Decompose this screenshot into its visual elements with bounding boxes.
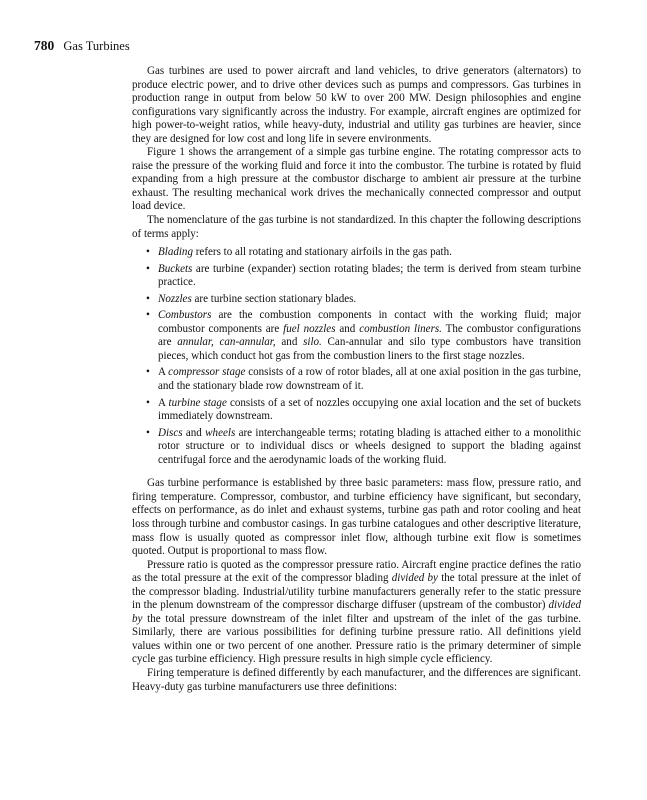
text-run: The combustor configurations are xyxy=(158,322,581,349)
emphasized-term: divided by xyxy=(391,572,438,585)
bullet-icon: • xyxy=(146,246,150,259)
emphasized-term: Nozzles xyxy=(158,292,192,305)
paragraph xyxy=(132,559,581,667)
performance-section xyxy=(132,477,581,694)
bullet-icon: • xyxy=(146,366,150,379)
list-item xyxy=(146,263,581,290)
paragraph: The nomenclature of the gas turbine is not standardized. In this chapter the following descriptions of terms apply: xyxy=(132,214,581,240)
list-item xyxy=(146,366,581,393)
text-run: and xyxy=(275,336,304,349)
bullet-icon: • xyxy=(146,309,150,322)
text-run: are interchangeable terms; rotating blading is attached either to a monolithic rotor structure or to individual discs or wheels designed to support the blading against centrifugal force and the aerodynamic loads of the working fluid. xyxy=(158,426,581,466)
text-run: A xyxy=(158,366,169,379)
bullet-icon: • xyxy=(146,426,150,439)
emphasized-term: compressor stage xyxy=(168,366,246,379)
text-run: refers to all rotating and stationary airfoils in the gas path. xyxy=(192,246,452,259)
emphasized-term: Blading xyxy=(158,246,193,259)
list-item xyxy=(146,397,581,424)
body-text xyxy=(132,65,581,694)
text-run: and xyxy=(335,322,360,335)
text-run: Can-annular and silo type combustors have transition pieces, which conduct hot gas from the combustion liners to the first stage nozzles. xyxy=(158,336,581,362)
emphasized-term: divided by xyxy=(132,599,581,625)
list-item xyxy=(146,246,581,260)
text-run: are the combustion components in contact with the working fluid; major combustor components are xyxy=(158,309,581,335)
text-run: A xyxy=(158,396,169,409)
emphasized-term: Combustors xyxy=(158,309,212,322)
emphasized-term: combustion liners. xyxy=(359,322,442,335)
paragraph: Gas turbines are used to power aircraft and land vehicles, to drive generators (alternators) to produce electric power, and to drive other devices such as pumps and compressors. Gas turbines in production range in output from below 50 kW to over 200 MW. Design philosophies and engine configurations vary significantly across the industry. For example, aircraft engines are optimized for high power-to-weight ratios, while heavy-duty, industrial and utility gas turbines are heavier, since they are designed for low cost and long life in severe environments. xyxy=(132,65,581,145)
text-run: consists of a row of rotor blades, all at one axial position in the gas turbine, and the stationary blade row downstream of it. xyxy=(158,366,581,393)
running-title: Gas Turbines xyxy=(63,39,130,53)
emphasized-term: turbine stage xyxy=(168,396,227,409)
paragraph xyxy=(132,477,581,558)
emphasized-term: annular, can-annular, xyxy=(177,336,276,349)
text-run: are turbine section stationary blades. xyxy=(191,292,357,305)
emphasized-term: Discs xyxy=(158,426,183,439)
bullet-icon: • xyxy=(146,262,150,275)
text-run: the total pressure at the inlet of the compressor blading. Industrial/utility turbine manufacturers generally refer to the static pressure in the plenum downstream of the compressor discharge diffuser (upstream of the combustor) xyxy=(132,572,581,612)
list-item xyxy=(146,293,581,307)
page-number: 780 xyxy=(34,38,55,53)
emphasized-term: fuel nozzles xyxy=(283,322,336,335)
text-run: Firing temperature is defined differently by each manufacturer, and the differences are significant. Heavy-duty gas turbine manufacturers use three definitions: xyxy=(132,666,581,693)
text-run: consists of a set of nozzles occupying one axial location and the set of buckets immediately downstream. xyxy=(158,396,582,423)
emphasized-term: wheels xyxy=(205,426,236,439)
paragraph: Figure 1 shows the arrangement of a simple gas turbine engine. The rotating compressor acts to raise the pressure of the working fluid and force it into the combustor. The turbine is rotated by fluid expanding from a high pressure at the combustor discharge to ambient air pressure at the turbine exhaust. The resulting mechanical work drives the mechanically connected compressor and output load device. xyxy=(132,146,581,213)
bullet-icon: • xyxy=(146,292,150,305)
running-header xyxy=(34,38,130,54)
text-run: Gas turbine performance is established by three basic parameters: mass flow, pressure ratio, and firing temperature. Compressor, combustor, and turbine efficiency have significant, but secondary, effects on performance, as do inlet and exhaust systems, turbine gas path and rotor cooling and heat loss through turbine and combustor casings. In gas turbine catalogues and other descriptive literature, mass flow is usually quoted as compressor inlet flow, although turbine exit flow is sometimes quoted. Output is proportional to mass flow. xyxy=(132,477,581,558)
text-run: and xyxy=(182,426,206,439)
list-item xyxy=(146,309,581,363)
text-run: Pressure ratio is quoted as the compressor pressure ratio. Aircraft engine practice defines the ratio as the total pressure at the exit of the compressor blading xyxy=(132,558,581,585)
bullet-icon: • xyxy=(146,396,150,409)
paragraph xyxy=(132,667,581,694)
emphasized-term: Buckets xyxy=(158,262,193,275)
list-item xyxy=(146,427,581,468)
text-run: the total pressure downstream of the inlet filter and upstream of the inlet of the gas turbine. Similarly, there are various possibilities for defining turbine pressure ratio. All definitions yield values within one or two percent of one another. Pressure ratio is the primary determiner of simple cycle gas turbine efficiency. High pressure results in high simple cycle efficiency. xyxy=(132,612,581,666)
emphasized-term: silo. xyxy=(303,336,322,349)
text-run: are turbine (expander) section rotating blades; the term is derived from steam turbine practice. xyxy=(158,262,581,289)
definition-list xyxy=(132,246,581,467)
